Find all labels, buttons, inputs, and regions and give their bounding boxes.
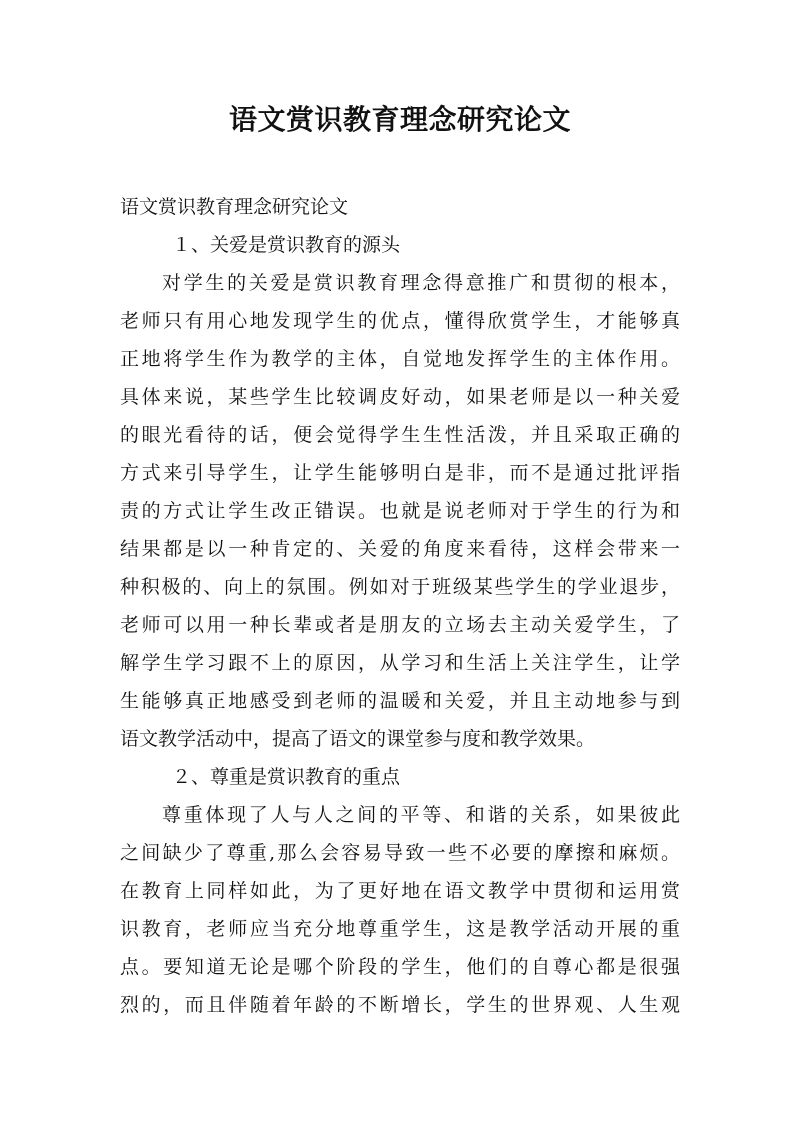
document-title: 语文赏识教育理念研究论文 [228, 103, 571, 136]
paragraph-line: 方式来引导学生，让学生能够明白是非，而不是通过批评指 [120, 462, 680, 484]
section-heading-1: １、关爱是赏识教育的源头 [172, 234, 401, 256]
paragraph-line: 识教育，老师应当充分地尊重学生，这是教学活动开展的重 [120, 918, 680, 940]
paragraph-line: 生能够真正地感受到老师的温暖和关爱，并且主动地参与到 [120, 690, 680, 712]
paragraph-line: 的眼光看待的话，便会觉得学生生性活泼，并且采取正确的 [120, 424, 680, 446]
paragraph-line: 点。要知道无论是哪个阶段的学生，他们的自尊心都是很强 [120, 956, 680, 978]
document-body [120, 188, 680, 1024]
paragraph-line: 烈的，而且伴随着年龄的不断增长，学生的世界观、人生观 [120, 994, 680, 1016]
paragraph-line: 之间缺少了尊重,那么会容易导致一些不必要的摩擦和麻烦。 [120, 842, 680, 864]
paragraph-line: 尊重体现了人与人之间的平等、和谐的关系，如果彼此 [162, 804, 680, 826]
paragraph-line: 责的方式让学生改正错误。也就是说老师对于学生的行为和 [120, 500, 680, 522]
paragraph-line: 种积极的、向上的氛围。例如对于班级某些学生的学业退步， [120, 576, 680, 598]
document-subtitle: 语文赏识教育理念研究论文 [120, 196, 349, 218]
paragraph-line: 解学生学习跟不上的原因，从学习和生活上关注学生，让学 [120, 652, 680, 674]
paragraph-line: 老师只有用心地发现学生的优点，懂得欣赏学生，才能够真 [120, 310, 680, 332]
paragraph-line: 在教育上同样如此，为了更好地在语文教学中贯彻和运用赏 [120, 880, 680, 902]
paragraph-line: 结果都是以一种肯定的、关爱的角度来看待，这样会带来一 [120, 538, 680, 560]
paragraph-line: 语文教学活动中，提高了语文的课堂参与度和教学效果。 [120, 728, 596, 750]
paragraph-line: 对学生的关爱是赏识教育理念得意推广和贯彻的根本， [162, 272, 680, 294]
paragraph-line: 老师可以用一种长辈或者是朋友的立场去主动关爱学生，了 [120, 614, 680, 636]
paragraph-line: 具体来说，某些学生比较调皮好动，如果老师是以一种关爱 [120, 386, 680, 408]
paragraph-line: 正地将学生作为教学的主体，自觉地发挥学生的主体作用。 [120, 348, 680, 370]
section-heading-2: ２、尊重是赏识教育的重点 [172, 766, 401, 788]
